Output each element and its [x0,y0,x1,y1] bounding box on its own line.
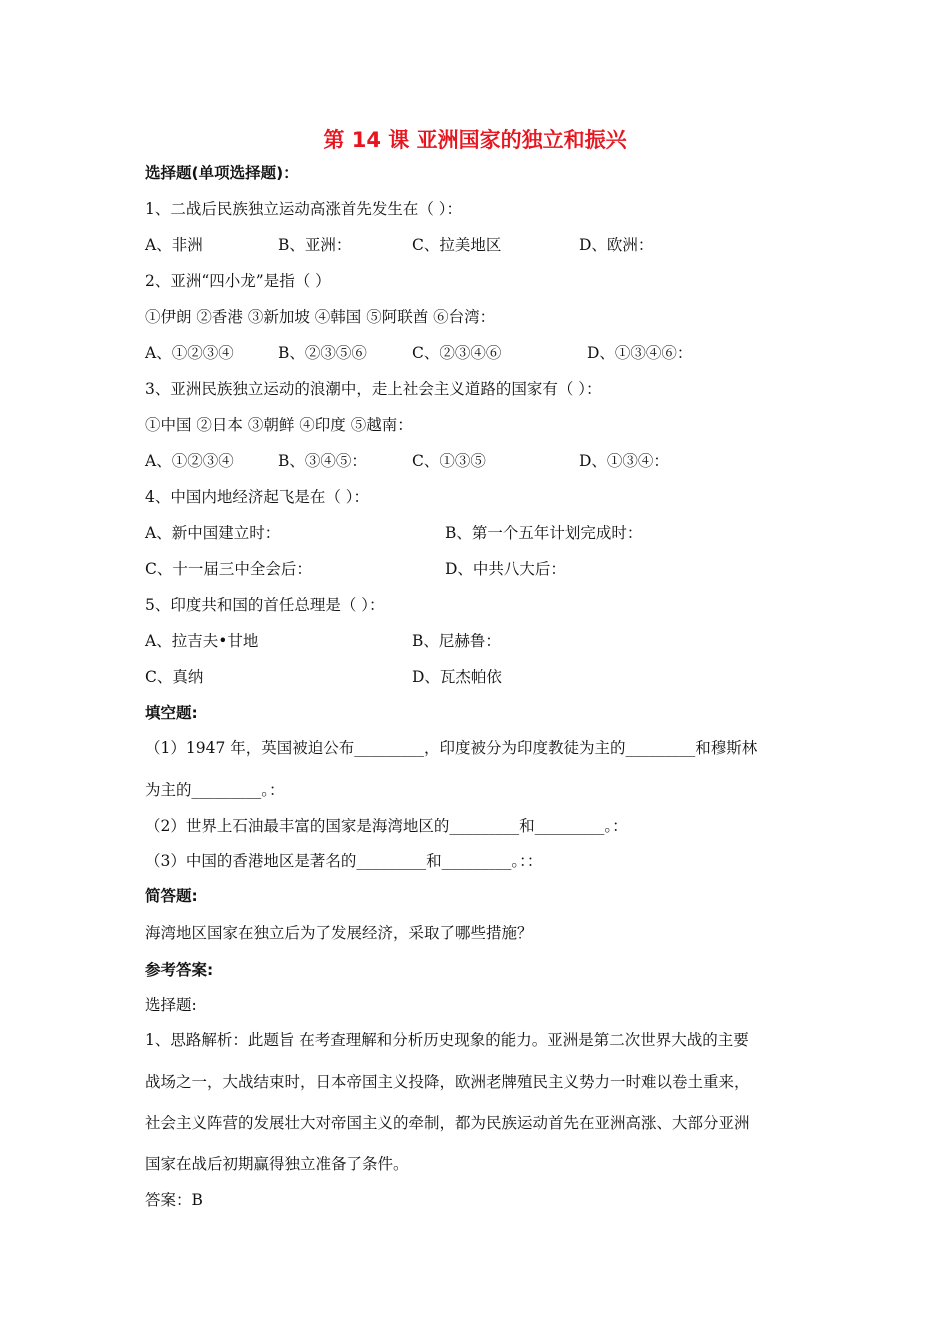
question-1: 1、二战后民族独立运动高涨首先发生在（ ）： [145,200,463,218]
q5-option-b: B、尼赫鲁： [412,632,501,650]
question-2: 2、亚洲“四小龙”是指（ ） [145,272,331,290]
q2-option-c: C、②③④⑥ [412,344,502,362]
page-title: 第 14 课 亚洲国家的独立和振兴 [323,128,627,152]
q3-option-d: D、①③④： [579,452,669,470]
question-3: 3、亚洲民族独立运动的浪潮中，走上社会主义道路的国家有（ ）： [145,380,602,398]
q2-items: ①伊朗 ②香港 ③新加坡 ④韩国 ⑤阿联酋 ⑥台湾： [145,308,496,326]
answer-key: 答案：B [145,1191,203,1209]
question-5: 5、印度共和国的首任总理是（ ）： [145,596,385,614]
section-heading-fill: 填空题: [145,704,198,722]
answer-paragraph-line: 国家在战后初期赢得独立准备了条件。 [145,1155,409,1173]
q2-option-b: B、②③⑤⑥ [278,344,367,362]
q4-option-a: A、新中国建立时： [145,524,281,542]
q5-option-d: D、瓦杰帕依 [412,668,502,686]
question-4: 4、中国内地经济起飞是在（ ）： [145,488,370,506]
q2-option-d: D、①③④⑥： [587,344,693,362]
section-heading-answer: 参考答案: [145,961,214,979]
q5-option-a: A、拉吉夫•甘地 [145,632,259,650]
q5-option-c: C、真纳 [145,668,204,686]
q1-option-b: B、亚洲： [278,236,352,254]
q3-option-a: A、①②③④ [145,452,234,470]
fill-question-3: （3）中国的香港地区是著名的_________和_________。：： [145,852,543,870]
fill-question-1: （1）1947 年，英国被迫公布_________，印度被分为印度教徒为主的_________和穆斯林 [145,739,758,757]
q3-option-b: B、③④⑤： [278,452,367,470]
q2-option-a: A、①②③④ [145,344,234,362]
q1-option-a: A、非洲 [145,236,203,254]
answer-paragraph-line: 社会主义阵营的发展壮大对帝国主义的牵制，都为民族运动首先在亚洲高涨、大部分亚洲 [145,1114,750,1132]
q1-option-c: C、拉美地区 [412,236,502,254]
q3-option-c: C、①③⑤ [412,452,486,470]
q1-option-d: D、欧洲： [579,236,654,254]
q3-items: ①中国 ②日本 ③朝鲜 ④印度 ⑤越南： [145,416,413,434]
fill-question-1-cont: 为主的_________。： [145,781,285,799]
q4-option-d: D、中共八大后： [445,560,566,578]
short-question: 海湾地区国家在独立后为了发展经济，采取了哪些措施？ [145,924,533,942]
section-heading-short: 简答题: [145,887,198,905]
q4-option-b: B、第一个五年计划完成时： [445,524,643,542]
section-heading-choice: 选择题(单项选择题)： [145,164,299,182]
answer-subheading: 选择题: [145,996,197,1014]
fill-question-2: （2）世界上石油最丰富的国家是海湾地区的_________和_________。： [145,817,628,835]
answer-paragraph-line: 1、思路解析：此题旨 在考查理解和分析历史现象的能力。亚洲是第二次世界大战的主要 [145,1031,749,1049]
q4-option-c: C、十一届三中全会后： [145,560,312,578]
answer-paragraph-line: 战场之一，大战结束时，日本帝国主义投降，欧洲老牌殖民主义势力一时难以卷土重来， [145,1073,750,1091]
